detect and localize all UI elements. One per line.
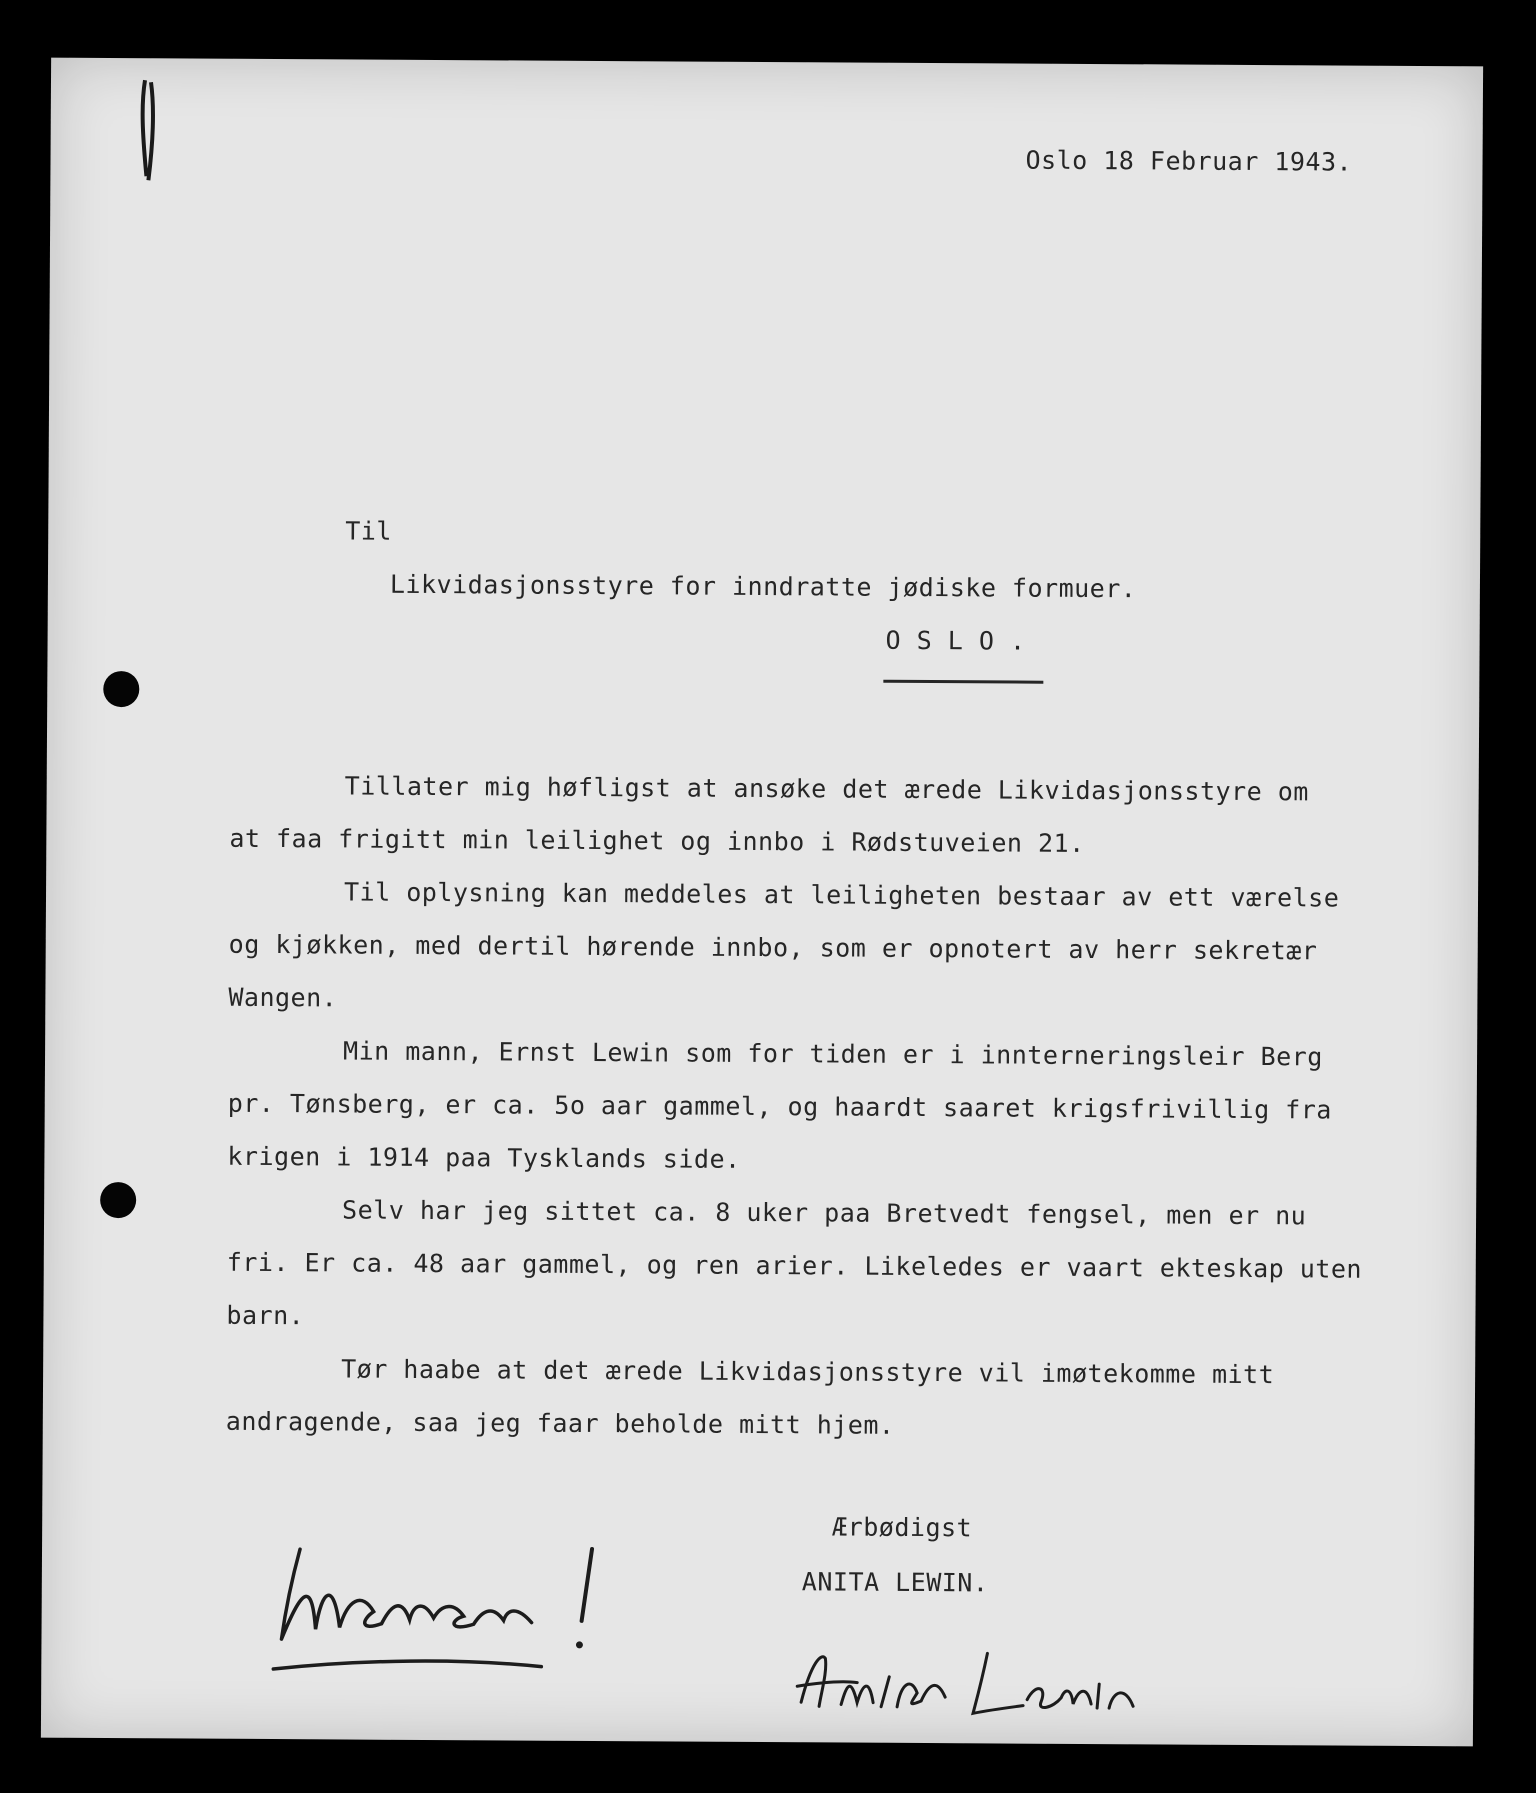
handwritten-note xyxy=(241,1519,622,1681)
body-line: Til oplysning kan meddeles at leiligheten bestaar av ett værelse xyxy=(343,877,1340,913)
letter-sheet xyxy=(41,58,1483,1747)
punch-hole-bottom xyxy=(100,1182,136,1218)
letter-date: Oslo 18 Februar 1943. xyxy=(1025,145,1353,177)
body-line: Min mann, Ernst Lewin som for tiden er i innterneringsleir Berg xyxy=(342,1036,1323,1072)
body-line: krigen i 1914 paa Tysklands side. xyxy=(227,1141,741,1174)
body-line: pr. Tønsberg, er ca. 5o aar gammel, og haardt saaret krigsfrivillig fra xyxy=(227,1088,1332,1125)
closing: Ærbødigst xyxy=(832,1512,973,1543)
body-line: Tillater mig høfligst at ansøke det ærede Likvidasjonsstyre om xyxy=(344,771,1309,807)
body-line: at faa frigitt min leilighet og innbo i Rødstuveien 21. xyxy=(229,823,1085,858)
body-line: fri. Er ca. 48 aar gammel, og ren arier. Likeledes er vaart ekteskap uten xyxy=(226,1247,1363,1284)
body-line: barn. xyxy=(226,1300,305,1331)
recipient: Likvidasjonsstyre for inndratte jødiske formuer. xyxy=(389,569,1137,604)
paper-clip-mark xyxy=(136,76,159,186)
recipient-city: O S L O . xyxy=(885,625,1026,656)
body-line: andragende, saa jeg faar beholde mitt hjem. xyxy=(225,1406,895,1440)
body-line: Tør haabe at det ærede Likvidasjonsstyre vil imøtekomme mitt xyxy=(341,1354,1275,1390)
body-line: Wangen. xyxy=(228,982,338,1013)
punch-hole-top xyxy=(103,671,139,707)
city-underline xyxy=(883,680,1043,684)
typed-name: ANITA LEWIN. xyxy=(801,1567,989,1598)
salutation: Til xyxy=(345,516,393,546)
signature xyxy=(761,1622,1162,1734)
body-line: Selv har jeg sittet ca. 8 uker paa Bretvedt fengsel, men er nu xyxy=(342,1195,1307,1231)
body-line: og kjøkken, med dertil hørende innbo, som er opnotert av herr sekretær xyxy=(228,929,1318,966)
